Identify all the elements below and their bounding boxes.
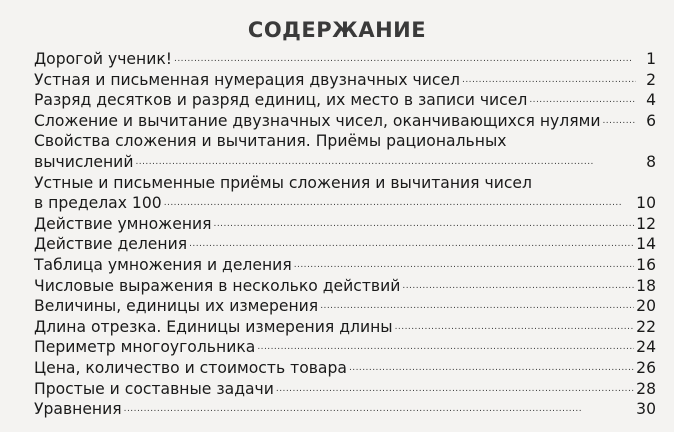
toc-entry-page: 28 bbox=[636, 379, 656, 398]
toc-entry[interactable] bbox=[34, 379, 656, 400]
toc-entry-title: Простые и составные задачи bbox=[34, 379, 274, 398]
toc-entry-line-2[interactable] bbox=[34, 193, 656, 214]
toc-leader-dots bbox=[402, 279, 634, 291]
toc-entry-page: 18 bbox=[636, 276, 656, 295]
toc-leader-dots bbox=[294, 258, 634, 270]
toc-entry-page: 24 bbox=[636, 338, 656, 357]
toc-entry-line-1[interactable] bbox=[34, 131, 656, 152]
toc-entry-title: Сложение и вычитание двузначных чисел, оканчивающихся нулями bbox=[34, 111, 601, 130]
toc-entry[interactable] bbox=[34, 111, 656, 132]
toc-entry-title-part-1: Свойства сложения и вычитания. Приёмы рациональных bbox=[34, 132, 507, 151]
toc-entry[interactable] bbox=[34, 358, 656, 379]
toc-entry[interactable] bbox=[34, 70, 656, 91]
toc-entry[interactable] bbox=[34, 296, 656, 317]
toc-leader-dots bbox=[462, 73, 636, 85]
toc-entry-title: Устная и письменная нумерация двузначных чисел bbox=[34, 70, 461, 89]
toc-entry-title: Величины, единицы их измерения bbox=[34, 297, 319, 316]
toc-leader-dots bbox=[124, 402, 635, 414]
toc-leader-dots bbox=[349, 361, 634, 373]
toc-entry-title: Цена, количество и стоимость товара bbox=[34, 358, 347, 377]
toc-leader-dots bbox=[135, 155, 636, 167]
toc-entry-page: 6 bbox=[646, 111, 656, 130]
toc-entry-page: 30 bbox=[636, 400, 656, 419]
toc-entry-title-part-2: вычислений bbox=[34, 152, 134, 171]
toc-leader-dots bbox=[214, 217, 635, 229]
toc-entry[interactable] bbox=[34, 90, 656, 111]
page-title: СОДЕРЖАНИЕ bbox=[247, 18, 427, 42]
toc-leader-dots bbox=[395, 320, 635, 332]
toc-entry-title: Числовые выражения в несколько действий bbox=[34, 276, 401, 295]
toc-entry-title: Длина отрезка. Единицы измерения длины bbox=[34, 317, 393, 336]
toc-entry-page: 10 bbox=[636, 194, 656, 213]
toc-entry-page: 12 bbox=[636, 214, 656, 233]
toc-entry-page: 8 bbox=[646, 152, 656, 171]
toc-entry-title: Периметр многоугольника bbox=[34, 338, 256, 357]
toc-entry[interactable] bbox=[34, 276, 656, 297]
toc-leader-dots bbox=[602, 114, 636, 126]
toc-entry-title: Разряд десятков и разряд единиц, их место в записи чисел bbox=[34, 91, 528, 110]
toc-leader-dots bbox=[189, 237, 634, 249]
toc-leader-dots bbox=[164, 196, 634, 208]
toc-entry[interactable] bbox=[34, 255, 656, 276]
toc-leader-dots bbox=[529, 93, 636, 105]
toc-entry-page: 2 bbox=[646, 70, 656, 89]
toc-entry-title: Дорогой ученик! bbox=[34, 50, 173, 68]
toc-entry-page: 26 bbox=[636, 358, 656, 377]
toc-entry[interactable] bbox=[34, 214, 656, 235]
toc-entry[interactable] bbox=[34, 337, 656, 358]
toc-entry-page: 14 bbox=[636, 235, 656, 254]
toc-entry-line-2[interactable] bbox=[34, 152, 656, 173]
toc-entry-page: 4 bbox=[646, 91, 656, 110]
toc-entry-page: 20 bbox=[636, 297, 656, 316]
toc-entry[interactable] bbox=[34, 399, 656, 420]
toc-entry-title: Действие умножения bbox=[34, 214, 212, 233]
toc-entry-page: 22 bbox=[636, 317, 656, 336]
toc-leader-dots bbox=[320, 299, 634, 311]
toc-entry-page: 16 bbox=[636, 255, 656, 274]
toc-entry-page: 1 bbox=[646, 50, 656, 68]
toc-entry[interactable] bbox=[34, 317, 656, 338]
toc-leader-dots bbox=[257, 340, 634, 352]
toc-entry-title: Действие деления bbox=[34, 235, 188, 254]
toc-entry-title-part-1: Устные и письменные приёмы сложения и вычитания чисел bbox=[34, 173, 532, 192]
toc-entry-title: Таблица умножения и деления bbox=[34, 255, 292, 274]
toc-entry[interactable] bbox=[34, 234, 656, 255]
toc-list bbox=[34, 49, 656, 420]
toc-entry-title: Уравнения bbox=[34, 400, 122, 419]
toc-leader-dots bbox=[276, 382, 634, 394]
toc-entry-title-part-2: в пределах 100 bbox=[34, 194, 162, 213]
toc-entry-line-1[interactable] bbox=[34, 173, 656, 194]
toc-leader-dots bbox=[174, 52, 636, 64]
toc-entry[interactable] bbox=[34, 49, 656, 70]
